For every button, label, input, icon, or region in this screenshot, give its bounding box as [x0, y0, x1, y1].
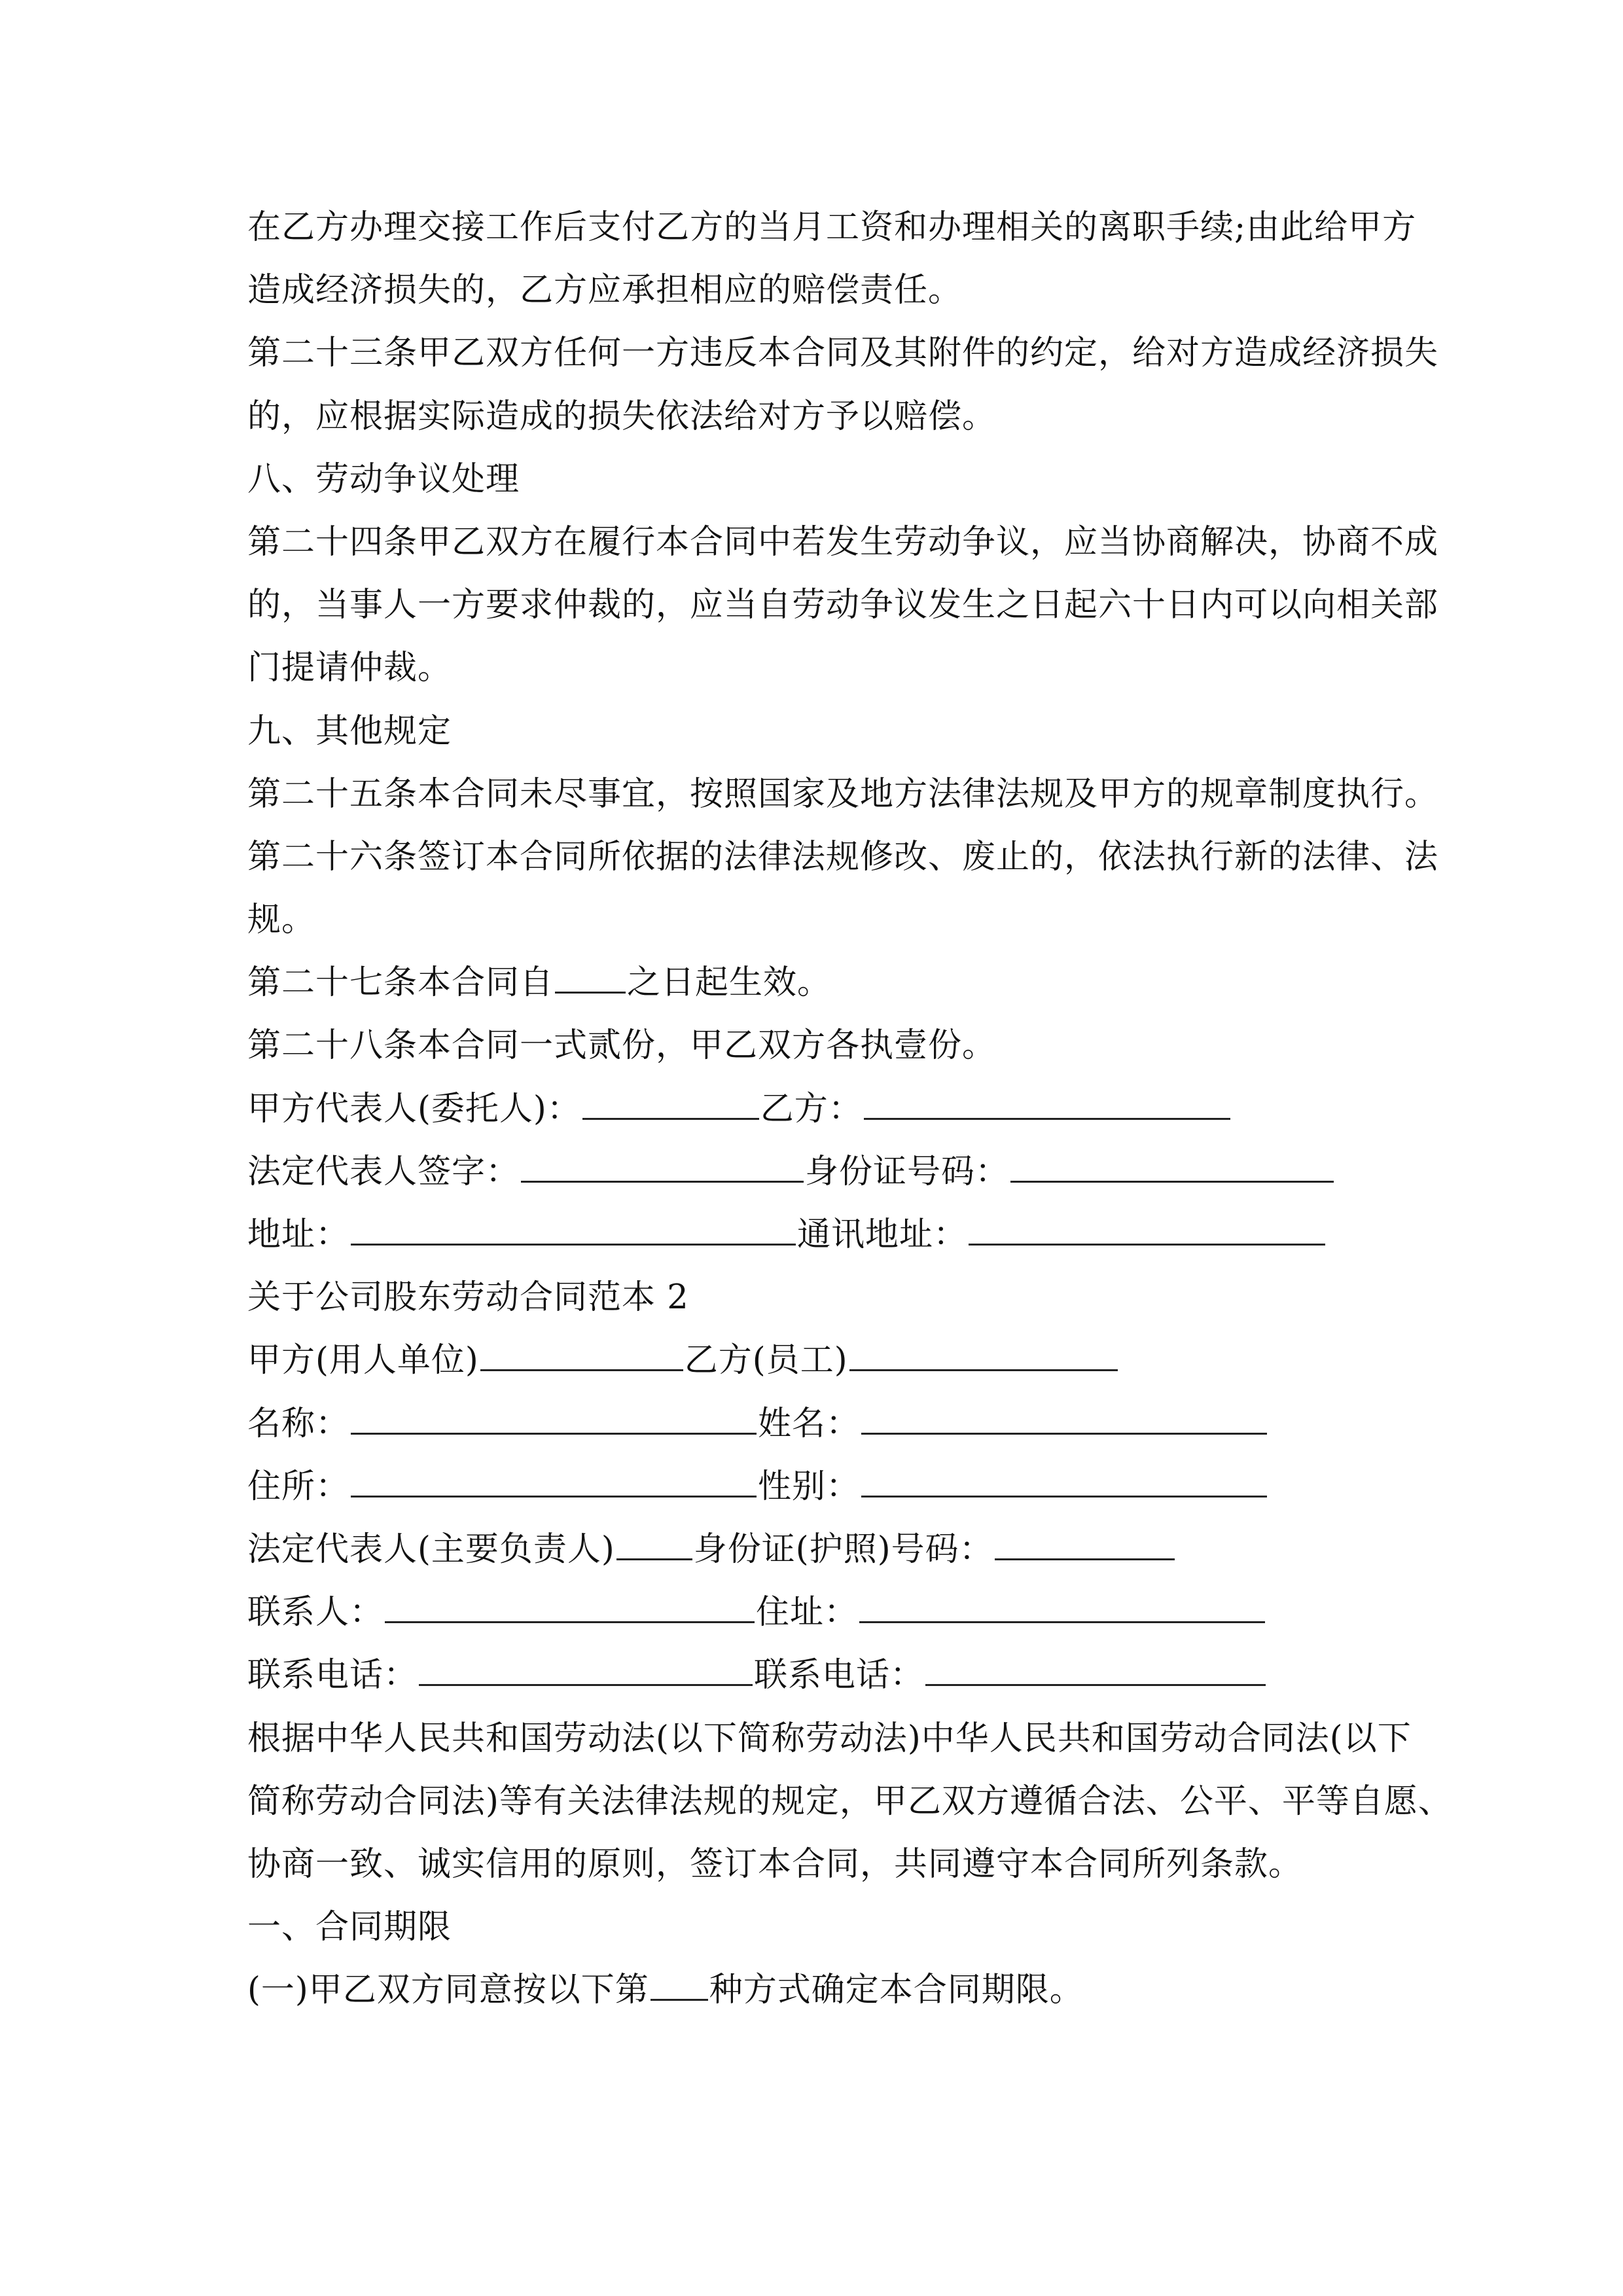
signature-row-2 — [247, 1141, 1399, 1204]
legal-rep-sign-blank[interactable] — [521, 1141, 804, 1183]
party-b-label: 乙方： — [760, 1089, 863, 1128]
residence-blank[interactable] — [859, 1582, 1265, 1623]
domicile-blank[interactable] — [351, 1456, 757, 1498]
section-heading: 九、其他规定 — [247, 711, 452, 751]
article-27 — [247, 952, 1399, 1014]
legal-rep-label: 法定代表人(主要负责人) — [247, 1530, 615, 1569]
name-label: 名称： — [247, 1404, 350, 1443]
section-heading: 八、劳动争议处理 — [247, 459, 520, 499]
clause-1-suffix: 种方式确定本合同期限。 — [709, 1971, 1084, 2010]
form-row-phone — [247, 1644, 1399, 1707]
person-name-blank[interactable] — [861, 1393, 1267, 1435]
employee-blank[interactable] — [849, 1330, 1118, 1371]
signature-row-3 — [247, 1204, 1399, 1266]
basis-line: 根据中华人民共和国劳动法(以下简称劳动法)中华人民共和国劳动合同法(以下 — [247, 1719, 1412, 1758]
text-line: 在乙方办理交接工作后支付乙方的当月工资和办理相关的离职手续;由此给甲方 — [247, 208, 1417, 247]
phone-b-blank[interactable] — [925, 1645, 1266, 1686]
term-type-blank[interactable] — [651, 1960, 708, 2001]
form-row-legal-rep — [247, 1518, 1399, 1581]
text-line: 门提请仲裁。 — [247, 649, 452, 688]
address-blank[interactable] — [351, 1204, 796, 1246]
form-row-name — [247, 1393, 1399, 1456]
id-passport-label: 身份证(护照)号码： — [693, 1530, 993, 1569]
legal-rep-blank[interactable] — [616, 1519, 692, 1560]
article-28: 第二十八条本合同一式贰份，甲乙双方各执壹份。 — [247, 1026, 997, 1066]
text-line: 第二十三条甲乙双方任何一方违反本合同及其附件的约定，给对方造成经济损失 — [247, 334, 1439, 373]
document-page — [247, 196, 1452, 2022]
domicile-label: 住所： — [247, 1467, 350, 1506]
id-number-label: 身份证号码： — [805, 1152, 1010, 1191]
id-number-blank[interactable] — [1010, 1141, 1334, 1183]
party-a-rep-blank[interactable] — [582, 1079, 759, 1120]
text-line: 第二十四条甲乙双方在履行本合同中若发生劳动争议，应当协商解决，协商不成 — [247, 522, 1439, 562]
text-line: 造成经济损失的，乙方应承担相应的赔偿责任。 — [247, 271, 963, 310]
phone-a-blank[interactable] — [419, 1645, 753, 1686]
clause-1 — [247, 1959, 1399, 2022]
mail-address-label: 通讯地址： — [797, 1215, 968, 1254]
person-name-label: 姓名： — [758, 1404, 861, 1443]
employee-label: 乙方(员工) — [684, 1341, 848, 1380]
party-a-rep-label: 甲方代表人(委托人)： — [247, 1089, 581, 1128]
document-title-2: 关于公司股东劳动合同范本 2 — [247, 1278, 689, 1318]
residence-label: 住址： — [756, 1593, 859, 1632]
contact-label: 联系人： — [247, 1593, 384, 1632]
id-passport-blank[interactable] — [995, 1519, 1175, 1560]
form-row-contact — [247, 1581, 1399, 1644]
effective-date-blank[interactable] — [555, 952, 626, 994]
text-line: 的，应根据实际造成的损失依法给对方予以赔偿。 — [247, 397, 997, 436]
signature-row-1 — [247, 1078, 1399, 1141]
clause-1-text: (一)甲乙双方同意按以下第 — [247, 1971, 649, 2010]
text-line: 第二十六条签订本合同所依据的法律法规修改、废止的，依法执行新的法律、法 — [247, 837, 1439, 876]
employer-blank[interactable] — [480, 1330, 683, 1371]
phone-b-label: 联系电话： — [754, 1656, 925, 1695]
employer-label: 甲方(用人单位) — [247, 1341, 479, 1380]
address-label: 地址： — [247, 1215, 350, 1254]
phone-a-label: 联系电话： — [247, 1656, 418, 1695]
basis-line: 简称劳动合同法)等有关法律法规的规定，甲乙双方遵循合法、公平、平等自愿、 — [247, 1782, 1452, 1821]
party-b-blank[interactable] — [864, 1079, 1230, 1120]
form-row-domicile — [247, 1456, 1399, 1518]
text-line: 第二十五条本合同未尽事宜，按照国家及地方法律法规及甲方的规章制度执行。 — [247, 774, 1439, 814]
legal-rep-sign-label: 法定代表人签字： — [247, 1152, 520, 1191]
name-blank[interactable] — [351, 1393, 757, 1435]
basis-line: 协商一致、诚实信用的原则，签订本合同，共同遵守本合同所列条款。 — [247, 1844, 1303, 1884]
article-27-text: 第二十七条本合同自 — [247, 963, 554, 1003]
text-line: 的，当事人一方要求仲裁的，应当自劳动争议发生之日起六十日内可以向相关部 — [247, 586, 1439, 625]
article-27-suffix: 之日起生效。 — [627, 963, 832, 1003]
mail-address-blank[interactable] — [969, 1204, 1325, 1246]
gender-label: 性别： — [758, 1467, 861, 1506]
form-row-parties — [247, 1329, 1399, 1392]
section-1-heading: 一、合同期限 — [247, 1908, 452, 1947]
gender-blank[interactable] — [861, 1456, 1267, 1498]
contact-blank[interactable] — [385, 1582, 755, 1623]
text-line: 规。 — [247, 901, 316, 940]
